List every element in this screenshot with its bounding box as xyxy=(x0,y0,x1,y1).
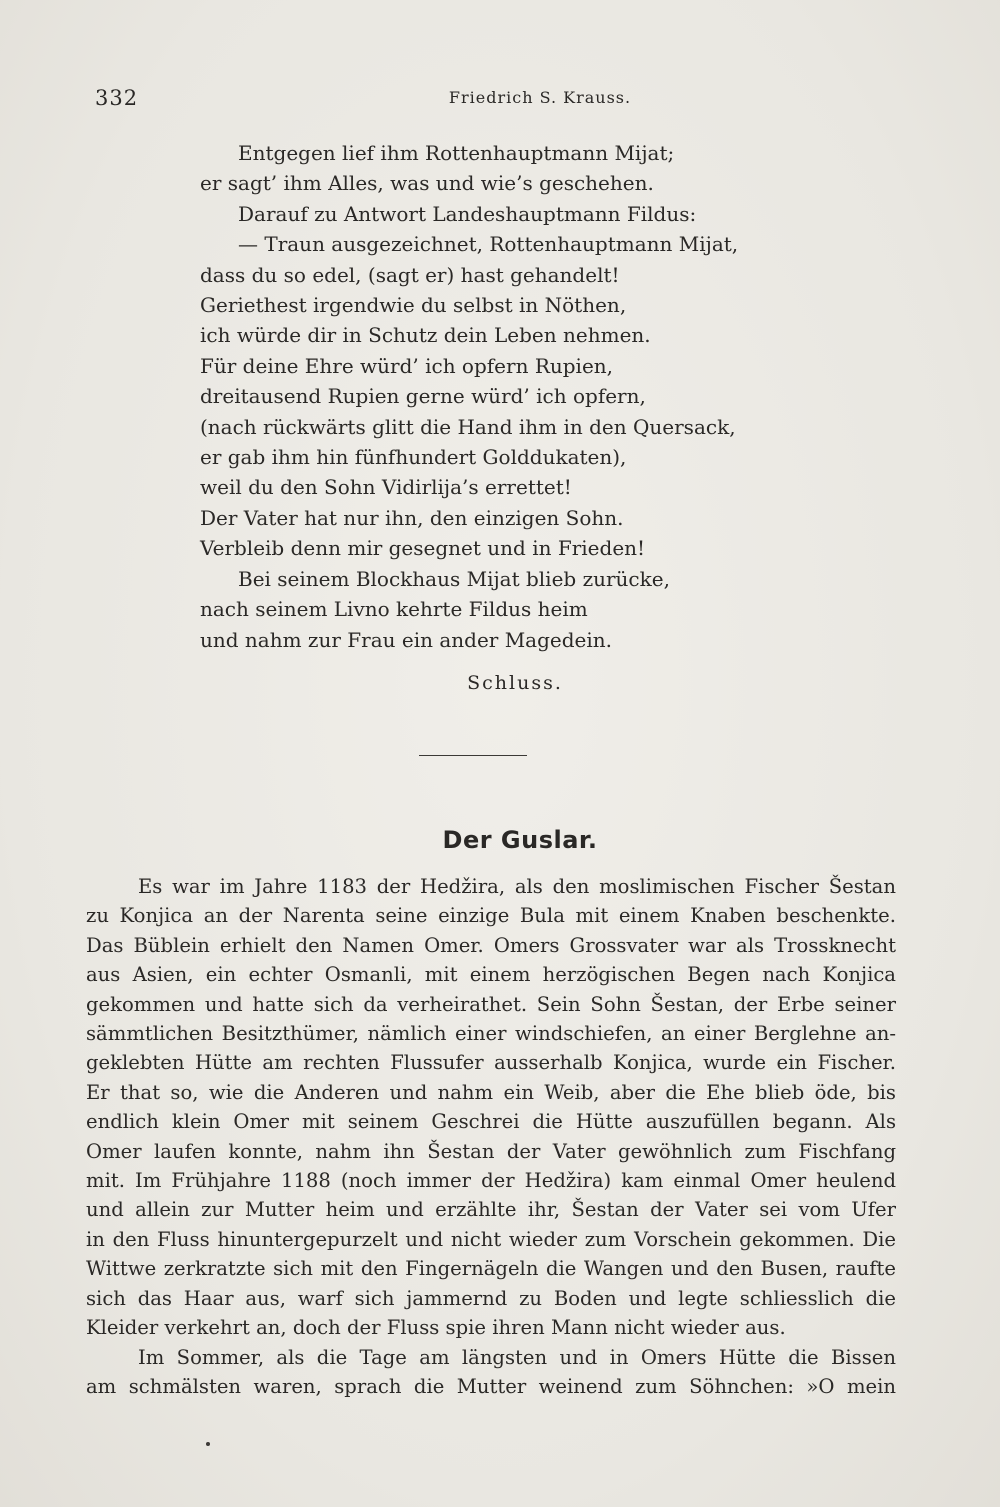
prose-line: sich das Haar aus, warf sich jammernd zu Boden und legte schliesslich die xyxy=(86,1286,896,1310)
prose-line: zu Konjica an der Narenta seine einzige Bula mit einem Knaben beschenkte. xyxy=(86,904,896,928)
page-header xyxy=(95,86,915,116)
poem-line: Für deine Ehre würd’ ich opfern Rupien, xyxy=(200,353,614,378)
prose-line: Kleider verkehrt an, doch der Fluss spie ihren Mann nicht wieder aus. xyxy=(86,1316,786,1340)
running-head: Friedrich S. Krauss. xyxy=(448,88,632,107)
prose-line: aus Asien, ein echter Osmanli, mit einem herzögischen Begen nach Konjica xyxy=(86,963,896,987)
prose-line: Er that so, wie die Anderen und nahm ein Weib, aber die Ehe blieb öde, bis xyxy=(86,1080,896,1104)
poem-line: dreitausend Rupien gerne würd’ ich opfern, xyxy=(200,384,646,409)
prose-line: in den Fluss hinuntergepurzelt und nicht wieder zum Vorschein gekommen. Die xyxy=(86,1227,896,1251)
prose-line: am schmälsten waren, sprach die Mutter weinend zum Söhnchen: »O mein xyxy=(86,1374,896,1398)
prose-line: Omer laufen konnte, nahm ihn Šestan der Vater gewöhnlich zum Fischfang xyxy=(86,1139,896,1163)
poem-line: und nahm zur Frau ein ander Magedein. xyxy=(200,627,613,652)
prose-line: gekommen und hatte sich da verheirathet. Sein Sohn Šestan, der Erbe seiner xyxy=(86,992,896,1016)
poem-line: er sagt’ ihm Alles, was und wie’s geschehen. xyxy=(200,171,654,196)
poem-line: Der Vater hat nur ihn, den einzigen Sohn. xyxy=(200,505,624,530)
prose-line: endlich klein Omer mit seinem Geschrei die Hütte auszufüllen begann. Als xyxy=(86,1110,896,1134)
section-title: Der Guslar. xyxy=(442,826,598,854)
poem-line: ich würde dir in Schutz dein Leben nehmen. xyxy=(200,323,651,348)
closing-word: Schluss. xyxy=(467,672,563,694)
print-speck xyxy=(206,1442,210,1446)
prose-line: Im Sommer, als die Tage am längsten und in Omers Hütte die Bissen xyxy=(138,1345,896,1369)
prose-line: geklebten Hütte am rechten Flussufer ausserhalb Konjica, wurde ein Fischer. xyxy=(86,1051,896,1075)
poem-line: Darauf zu Antwort Landeshauptmann Fildus: xyxy=(238,201,697,226)
prose-body xyxy=(86,872,896,1401)
poem-line: Entgegen lief ihm Rottenhauptmann Mijat; xyxy=(238,141,675,165)
prose-line: und allein zur Mutter heim und erzählte ihr, Šestan der Vater sei vom Ufer xyxy=(86,1198,896,1222)
section-divider xyxy=(419,755,527,756)
prose-line: Es war im Jahre 1183 der Hedžira, als den moslimischen Fischer Šestan xyxy=(138,875,896,898)
poem-line: Verbleib denn mir gesegnet und in Frieden! xyxy=(200,536,646,561)
poem-line: (nach rückwärts glitt die Hand ihm in den Quersack, xyxy=(200,414,736,439)
prose-line: Das Büblein erhielt den Namen Omer. Omers Grossvater war als Trossknecht xyxy=(86,933,896,957)
poem-line: weil du den Sohn Vidirlija’s errettet! xyxy=(200,475,572,500)
poem-line: nach seinem Livno kehrte Fildus heim xyxy=(200,597,588,622)
poem-stanza xyxy=(200,138,820,655)
poem-line: Geriethest irgendwie du selbst in Nöthen, xyxy=(200,293,627,318)
poem-line: er gab ihm hin fünfhundert Golddukaten), xyxy=(200,445,627,470)
prose-line: sämmtlichen Besitzthümer, nämlich einer windschiefen, an einer Berglehne an- xyxy=(86,1022,896,1046)
prose-line: Wittwe zerkratzte sich mit den Fingernägeln die Wangen und den Busen, raufte xyxy=(86,1257,896,1281)
poem-line: dass du so edel, (sagt er) hast gehandelt! xyxy=(200,262,620,287)
poem-line: Bei seinem Blockhaus Mijat blieb zurücke, xyxy=(238,566,670,591)
prose-line: mit. Im Frühjahre 1188 (noch immer der Hedžira) kam einmal Omer heulend xyxy=(86,1169,896,1193)
page-number: 332 xyxy=(95,86,139,110)
poem-line: — Traun ausgezeichnet, Rottenhauptmann Mijat, xyxy=(238,232,739,257)
